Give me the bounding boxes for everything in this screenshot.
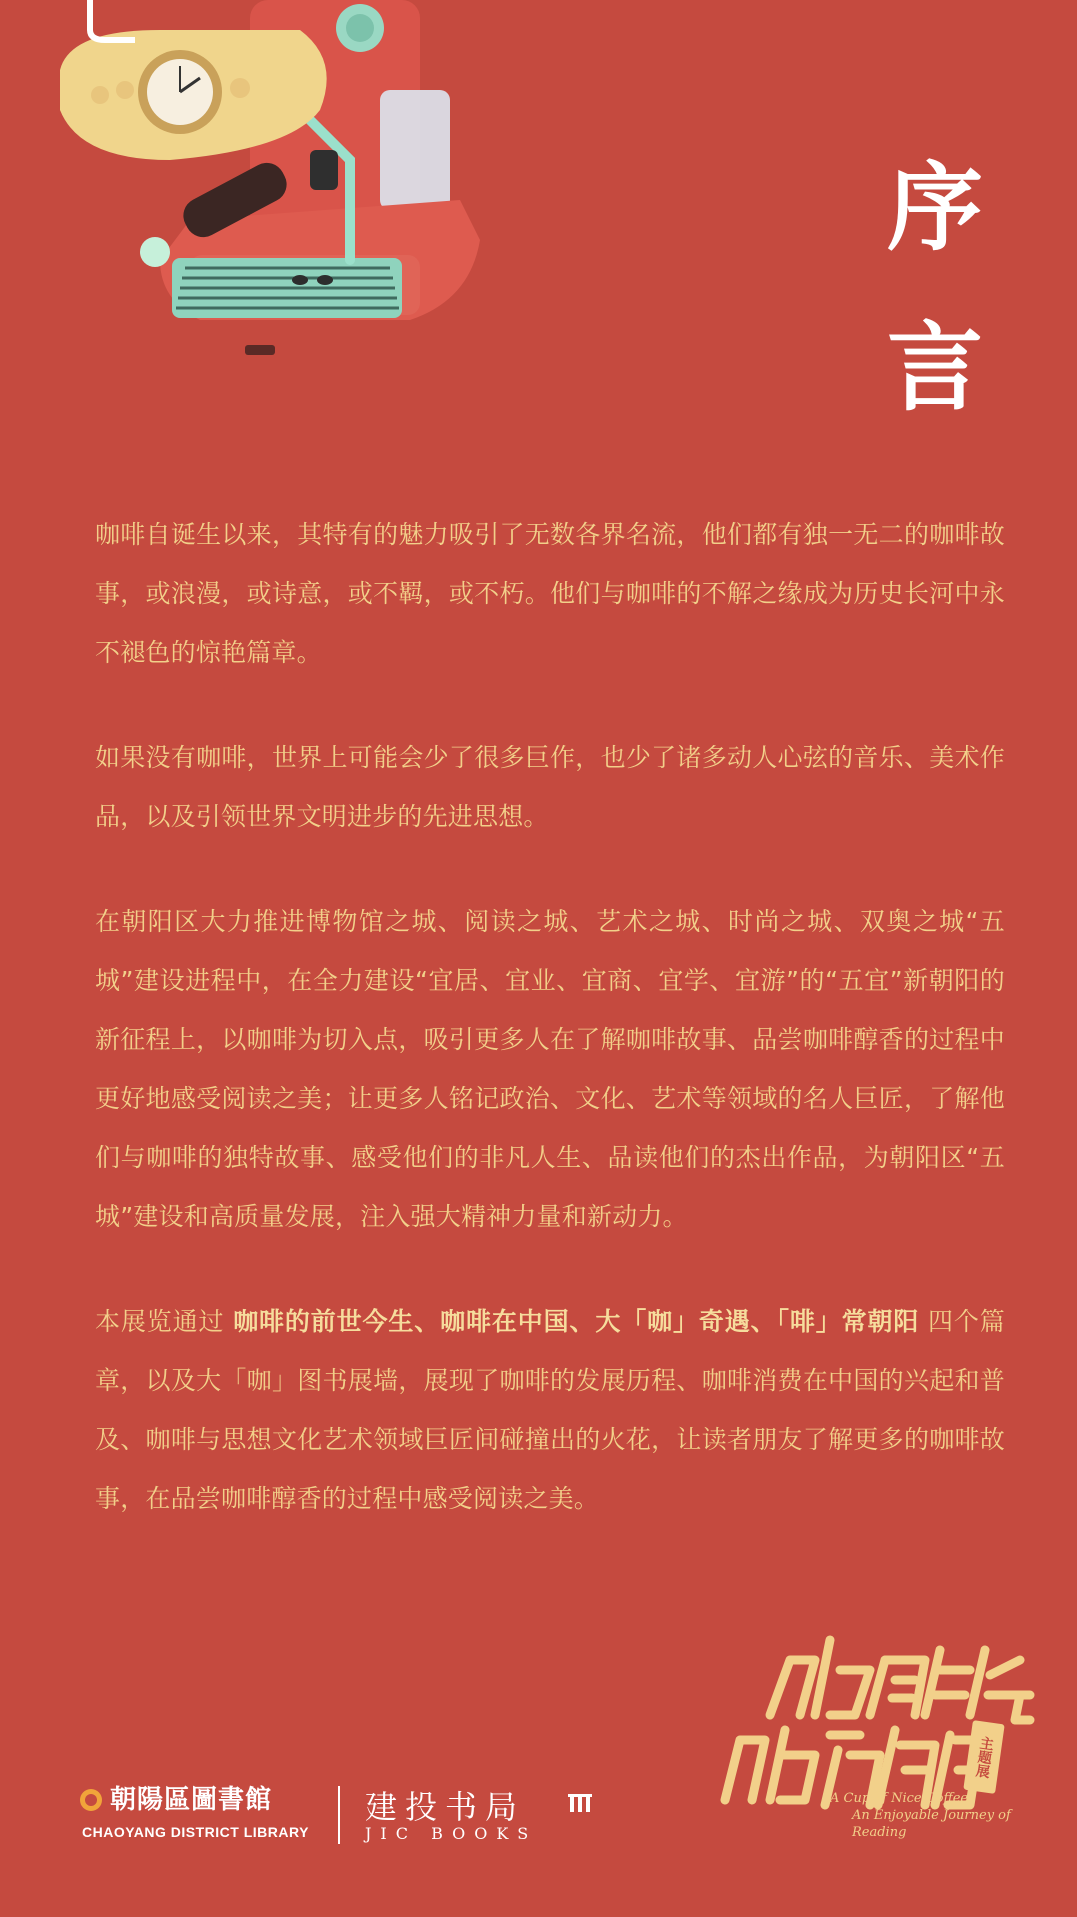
jic-group-icon [567, 1790, 595, 1818]
theme-exhibition-badge: 主题展 [963, 1720, 1004, 1794]
preface-body [95, 505, 1005, 1574]
logo-english-line-2: An Enjoyable Journey of Reading [852, 1808, 1011, 1840]
logo-english-line-1: A Cup of Nice Coffee, [830, 1791, 973, 1806]
chaoyang-library-logo [80, 1784, 272, 1816]
espresso-machine-illustration [50, 0, 550, 380]
library-name-cn: 朝陽區圖書館 [110, 1785, 273, 1815]
sponsor-logos [80, 1784, 600, 1864]
paragraph-1: 咖啡自诞生以来，其特有的魅力吸引了无数各界名流，他们都有独一无二的咖啡故事，或浪漫，或诗意，或不羁，或不朽。他们与咖啡的不解之缘成为历史长河中永不褪色的惊艳篇章。 [95, 520, 1005, 667]
page-title [880, 152, 990, 424]
title-char-2: 言 [887, 312, 983, 424]
jic-books-name-cn: 建投书局 [365, 1788, 526, 1826]
paragraph-3: 在朝阳区大力推进博物馆之城、阅读之城、艺术之城、时尚之城、双奥之城“五城”建设进程中，在全力建设“宜居、宜业、宜商、宜学、宜游”的“五宜”新朝阳的新征程上，以咖啡为切入点，吸引更多人在了解咖啡故事、品尝咖啡醇香的过程中更好地感受阅读之美；让更多人铭记政治、文化、艺术等领域的名人巨匠，了解他们与咖啡的独特故事、感受他们的非凡人生、品读他们的杰出作品，为朝阳区“五城”建设和高质量发展，注入强大精神力量和新动力。 [95, 907, 1005, 1231]
logo-divider [338, 1786, 340, 1844]
library-name-en: CHAOYANG DISTRICT LIBRARY [82, 1824, 309, 1840]
paragraph-4-intro: 本展览通过 [95, 1307, 234, 1336]
title-char-1: 序 [887, 152, 983, 264]
exhibition-logo-english [830, 1790, 1050, 1841]
paragraph-4 [95, 1292, 1005, 1528]
paragraph-2: 如果没有咖啡，世界上可能会少了很多巨作，也少了诸多动人心弦的音乐、美术作品，以及引领世界文明进步的先进思想。 [95, 743, 1005, 831]
jic-books-name-en: JIC BOOKS [365, 1824, 538, 1843]
library-emblem-icon [80, 1789, 102, 1811]
paragraph-4-chapters: 咖啡的前世今生、咖啡在中国、大「咖」奇遇、「啡」常朝阳 [233, 1307, 920, 1336]
paragraph-4-rest: 四个篇章，以及大「咖」图书展墙，展现了咖啡的发展历程、咖啡消费在中国的兴起和普及、咖啡与思想文化艺术领域巨匠间碰撞出的火花，让读者朋友了解更多的咖啡故事，在品尝咖啡醇香的过程中感受阅读之美。 [95, 1307, 1005, 1513]
